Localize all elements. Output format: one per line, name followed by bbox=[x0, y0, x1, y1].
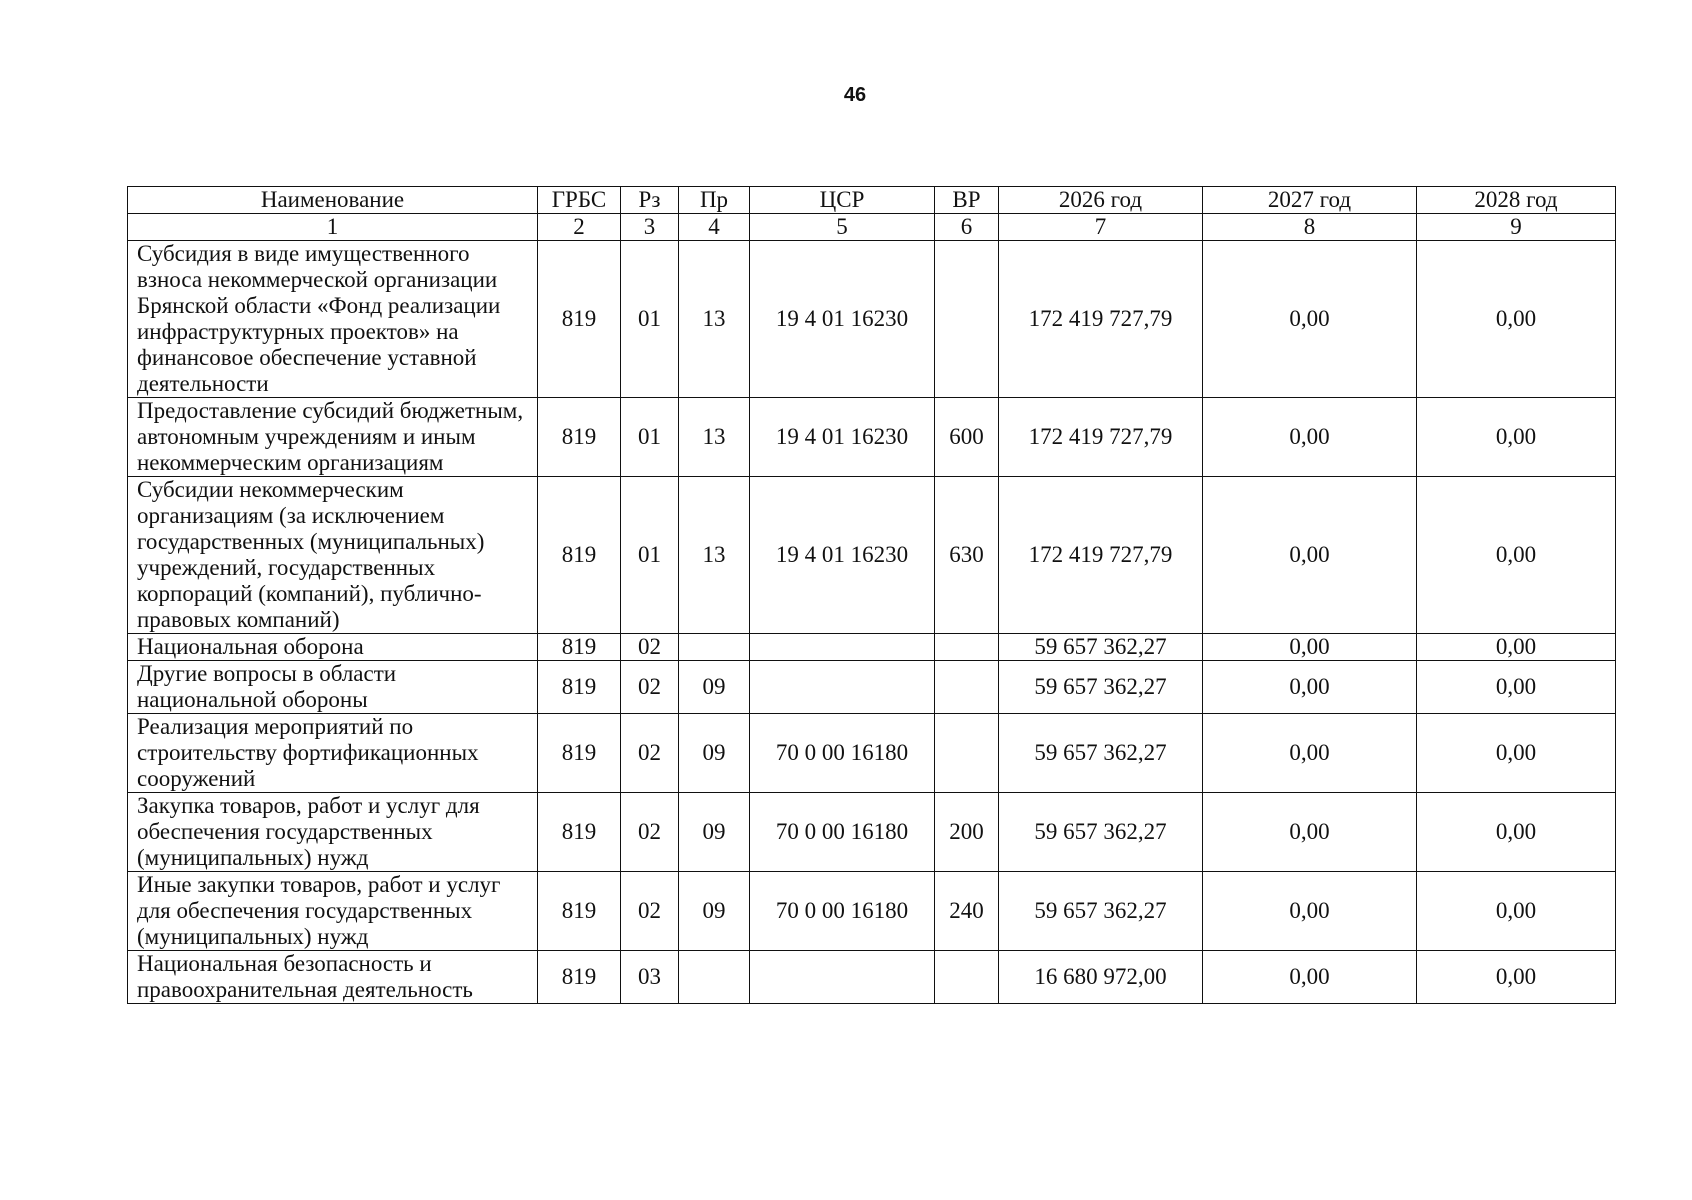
table-row bbox=[128, 398, 1616, 477]
header-cell-2027: 2027 год bbox=[1203, 187, 1417, 214]
header-row bbox=[128, 187, 1616, 214]
cell-vr bbox=[935, 951, 999, 1004]
column-number: 6 bbox=[935, 214, 999, 241]
cell-vr bbox=[935, 661, 999, 714]
cell-name: Предоставление субсидий бюджетным, автономным учреждениям и иным некоммерческим организациям bbox=[128, 398, 538, 477]
header-cell-grbs: ГРБС bbox=[538, 187, 621, 214]
cell-2027: 0,00 bbox=[1203, 634, 1417, 661]
cell-rz: 01 bbox=[621, 241, 679, 398]
cell-2026: 59 657 362,27 bbox=[999, 634, 1203, 661]
cell-2027: 0,00 bbox=[1203, 951, 1417, 1004]
column-number-row bbox=[128, 214, 1616, 241]
cell-2026: 59 657 362,27 bbox=[999, 661, 1203, 714]
cell-name: Закупка товаров, работ и услуг для обеспечения государственных (муниципальных) нужд bbox=[128, 793, 538, 872]
cell-csr: 70 0 00 16180 bbox=[750, 872, 935, 951]
header-cell-rz: Рз bbox=[621, 187, 679, 214]
cell-rz: 02 bbox=[621, 634, 679, 661]
table-row bbox=[128, 951, 1616, 1004]
cell-rz: 03 bbox=[621, 951, 679, 1004]
cell-rz: 01 bbox=[621, 398, 679, 477]
column-number: 3 bbox=[621, 214, 679, 241]
cell-2026: 172 419 727,79 bbox=[999, 241, 1203, 398]
header-cell-vr: ВР bbox=[935, 187, 999, 214]
cell-2028: 0,00 bbox=[1417, 872, 1616, 951]
cell-name: Другие вопросы в области национальной обороны bbox=[128, 661, 538, 714]
table-body bbox=[128, 241, 1616, 1004]
cell-csr: 70 0 00 16180 bbox=[750, 793, 935, 872]
header-cell-pr: Пр bbox=[679, 187, 750, 214]
header-cell-2026: 2026 год bbox=[999, 187, 1203, 214]
cell-2027: 0,00 bbox=[1203, 714, 1417, 793]
cell-pr: 09 bbox=[679, 714, 750, 793]
cell-vr: 600 bbox=[935, 398, 999, 477]
column-number: 2 bbox=[538, 214, 621, 241]
cell-vr bbox=[935, 714, 999, 793]
table-row bbox=[128, 714, 1616, 793]
cell-vr bbox=[935, 241, 999, 398]
cell-pr: 13 bbox=[679, 398, 750, 477]
cell-pr bbox=[679, 634, 750, 661]
column-number: 9 bbox=[1417, 214, 1616, 241]
cell-grbs: 819 bbox=[538, 872, 621, 951]
cell-vr: 630 bbox=[935, 477, 999, 634]
cell-grbs: 819 bbox=[538, 714, 621, 793]
cell-rz: 02 bbox=[621, 661, 679, 714]
cell-csr: 70 0 00 16180 bbox=[750, 714, 935, 793]
budget-table bbox=[127, 186, 1616, 1004]
cell-2028: 0,00 bbox=[1417, 793, 1616, 872]
cell-grbs: 819 bbox=[538, 951, 621, 1004]
table-row bbox=[128, 477, 1616, 634]
cell-grbs: 819 bbox=[538, 398, 621, 477]
cell-pr bbox=[679, 951, 750, 1004]
cell-rz: 02 bbox=[621, 714, 679, 793]
cell-2028: 0,00 bbox=[1417, 477, 1616, 634]
cell-vr: 200 bbox=[935, 793, 999, 872]
cell-pr: 13 bbox=[679, 241, 750, 398]
cell-csr: 19 4 01 16230 bbox=[750, 477, 935, 634]
table-row bbox=[128, 661, 1616, 714]
cell-name: Субсидия в виде имущественного взноса некоммерческой организации Брянской области «Фонд реализации инфраструктурных проектов» на финансовое обеспечение уставной деятельности bbox=[128, 241, 538, 398]
cell-rz: 02 bbox=[621, 793, 679, 872]
cell-grbs: 819 bbox=[538, 661, 621, 714]
cell-csr: 19 4 01 16230 bbox=[750, 398, 935, 477]
cell-2028: 0,00 bbox=[1417, 634, 1616, 661]
column-number: 5 bbox=[750, 214, 935, 241]
cell-2028: 0,00 bbox=[1417, 398, 1616, 477]
column-number: 4 bbox=[679, 214, 750, 241]
cell-2028: 0,00 bbox=[1417, 661, 1616, 714]
cell-name: Реализация мероприятий по строительству фортификационных сооружений bbox=[128, 714, 538, 793]
cell-2028: 0,00 bbox=[1417, 714, 1616, 793]
header-cell-2028: 2028 год bbox=[1417, 187, 1616, 214]
cell-2027: 0,00 bbox=[1203, 661, 1417, 714]
cell-2027: 0,00 bbox=[1203, 872, 1417, 951]
cell-grbs: 819 bbox=[538, 793, 621, 872]
cell-pr: 09 bbox=[679, 661, 750, 714]
column-number: 1 bbox=[128, 214, 538, 241]
cell-name: Субсидии некоммерческим организациям (за исключением государственных (муниципальных) учреждений, государственных корпораций (компаний), публично-правовых компаний) bbox=[128, 477, 538, 634]
cell-grbs: 819 bbox=[538, 634, 621, 661]
table-row bbox=[128, 872, 1616, 951]
cell-csr bbox=[750, 661, 935, 714]
cell-vr: 240 bbox=[935, 872, 999, 951]
header-cell-csr: ЦСР bbox=[750, 187, 935, 214]
cell-rz: 01 bbox=[621, 477, 679, 634]
cell-rz: 02 bbox=[621, 872, 679, 951]
cell-vr bbox=[935, 634, 999, 661]
cell-2027: 0,00 bbox=[1203, 793, 1417, 872]
cell-name: Национальная оборона bbox=[128, 634, 538, 661]
cell-2026: 16 680 972,00 bbox=[999, 951, 1203, 1004]
cell-name: Национальная безопасность и правоохранительная деятельность bbox=[128, 951, 538, 1004]
page-number: 46 bbox=[843, 84, 867, 106]
cell-csr bbox=[750, 634, 935, 661]
cell-2028: 0,00 bbox=[1417, 241, 1616, 398]
cell-2028: 0,00 bbox=[1417, 951, 1616, 1004]
table-row bbox=[128, 793, 1616, 872]
column-number: 8 bbox=[1203, 214, 1417, 241]
header-cell-name: Наименование bbox=[128, 187, 538, 214]
column-number: 7 bbox=[999, 214, 1203, 241]
cell-grbs: 819 bbox=[538, 477, 621, 634]
table-row bbox=[128, 634, 1616, 661]
cell-pr: 09 bbox=[679, 793, 750, 872]
cell-pr: 09 bbox=[679, 872, 750, 951]
cell-2026: 172 419 727,79 bbox=[999, 477, 1203, 634]
cell-csr bbox=[750, 951, 935, 1004]
cell-grbs: 819 bbox=[538, 241, 621, 398]
cell-2027: 0,00 bbox=[1203, 398, 1417, 477]
cell-pr: 13 bbox=[679, 477, 750, 634]
cell-2027: 0,00 bbox=[1203, 241, 1417, 398]
cell-2027: 0,00 bbox=[1203, 477, 1417, 634]
cell-2026: 59 657 362,27 bbox=[999, 793, 1203, 872]
cell-2026: 172 419 727,79 bbox=[999, 398, 1203, 477]
cell-csr: 19 4 01 16230 bbox=[750, 241, 935, 398]
table-row bbox=[128, 241, 1616, 398]
cell-name: Иные закупки товаров, работ и услуг для обеспечения государственных (муниципальных) нужд bbox=[128, 872, 538, 951]
cell-2026: 59 657 362,27 bbox=[999, 714, 1203, 793]
cell-2026: 59 657 362,27 bbox=[999, 872, 1203, 951]
